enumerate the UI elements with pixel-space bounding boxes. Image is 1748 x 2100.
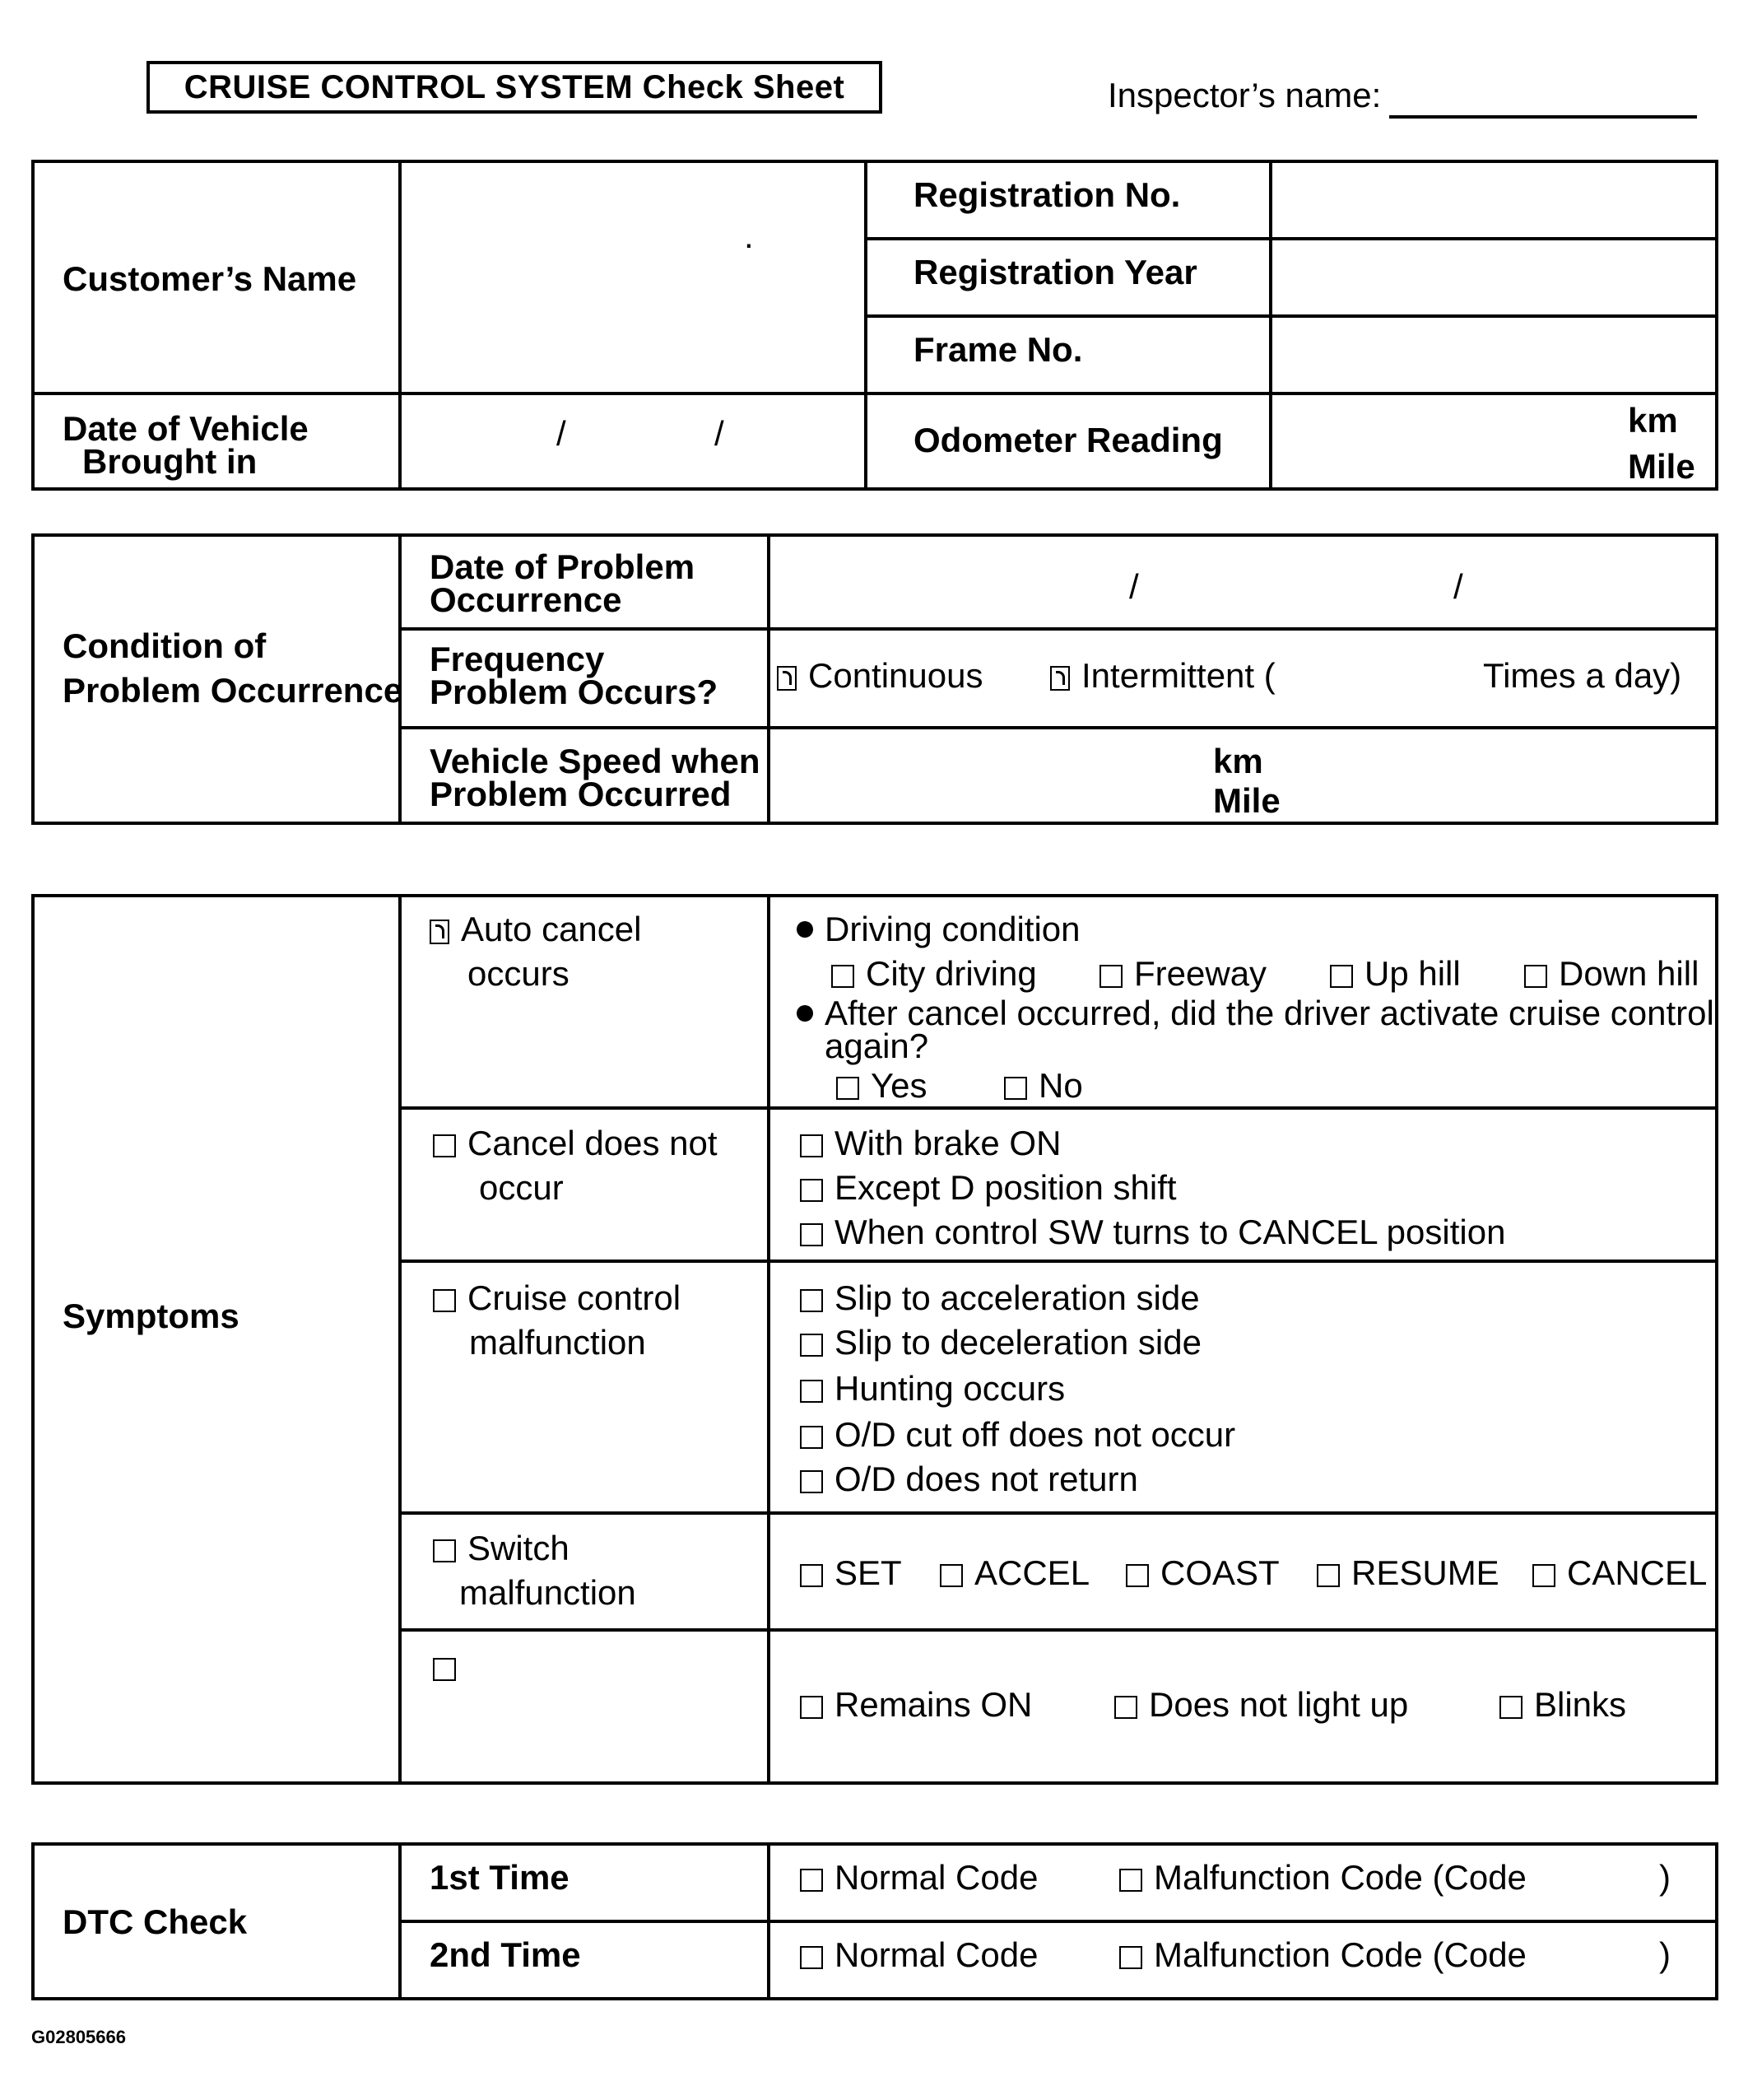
first-normal-code-option[interactable]: Normal Code (800, 1860, 1038, 1895)
date-separator: / (1453, 567, 1463, 606)
second-normal-code-option[interactable]: Normal Code (800, 1938, 1038, 1972)
checkbox-icon[interactable] (800, 1179, 823, 1202)
checkbox-icon[interactable] (1119, 1946, 1142, 1969)
checkbox-icon[interactable] (800, 1426, 823, 1449)
checkbox-icon[interactable] (800, 1470, 823, 1493)
times-a-day-label: Times a day) (1483, 656, 1682, 695)
odometer-unit-mile: Mile (1628, 447, 1695, 486)
city-driving-option[interactable]: City driving (831, 957, 1037, 991)
coast-option[interactable]: COAST (1126, 1556, 1280, 1590)
condition-label-2: Problem Occurrence (63, 671, 403, 710)
checkbox-icon[interactable] (433, 1134, 456, 1157)
cruise-malfunction-option[interactable]: Cruise control (433, 1281, 681, 1315)
slip-accel-option[interactable]: Slip to acceleration side (800, 1281, 1200, 1315)
checkbox-icon[interactable] (433, 1539, 456, 1562)
intermittent-option[interactable]: Intermittent ( (1050, 659, 1276, 693)
except-d-option[interactable]: Except D position shift (800, 1171, 1177, 1205)
checkbox-icon[interactable] (1524, 965, 1547, 988)
close-paren: ) (1659, 1858, 1671, 1897)
checkbox-icon[interactable] (800, 1869, 823, 1892)
checkbox-icon[interactable] (777, 666, 797, 691)
frame-no-label: Frame No. (914, 330, 1083, 369)
frequency-label-1: Frequency (430, 640, 605, 678)
switch-malfunction-label-2: malfunction (459, 1573, 636, 1612)
bullet-icon (797, 921, 813, 938)
checkbox-icon[interactable] (1050, 666, 1070, 691)
checkbox-icon[interactable] (433, 1658, 456, 1681)
yes-option[interactable]: Yes (836, 1069, 927, 1103)
sheet-title: CRUISE CONTROL SYSTEM Check Sheet (146, 61, 882, 114)
date-problem-label-2: Occurrence (430, 580, 622, 619)
after-cancel-question: After cancel occurred, did the driver activate cruise control (797, 996, 1714, 1031)
slip-decel-option[interactable]: Slip to deceleration side (800, 1325, 1202, 1360)
down-hill-option[interactable]: Down hill (1524, 957, 1699, 991)
auto-cancel-label-2: occurs (467, 954, 569, 993)
date-brought-label-1: Date of Vehicle (63, 409, 309, 448)
after-cancel-question-2: again? (825, 1027, 929, 1065)
bullet-icon (797, 1005, 813, 1022)
checkbox-icon[interactable] (800, 1134, 823, 1157)
second-malfunction-code-option[interactable]: Malfunction Code (Code (1119, 1938, 1527, 1972)
dot-mark: . (744, 217, 754, 255)
checkbox-icon[interactable] (1330, 965, 1353, 988)
checkbox-icon[interactable] (1114, 1696, 1137, 1719)
set-option[interactable]: SET (800, 1556, 902, 1590)
speed-unit-mile: Mile (1213, 781, 1281, 820)
checkbox-icon[interactable] (1004, 1077, 1027, 1100)
dtc-check-label: DTC Check (63, 1902, 248, 1941)
cancel-option[interactable]: CANCEL (1532, 1556, 1707, 1590)
auto-cancel-option[interactable]: Auto cancel (430, 912, 641, 947)
with-brake-option[interactable]: With brake ON (800, 1126, 1061, 1161)
figure-code: G02805666 (31, 2027, 126, 2047)
checkbox-icon[interactable] (800, 1334, 823, 1357)
checkbox-icon[interactable] (800, 1696, 823, 1719)
date-separator: / (1129, 567, 1139, 606)
checkbox-icon[interactable] (1119, 1869, 1142, 1892)
second-time-label: 2nd Time (430, 1935, 581, 1974)
first-malfunction-code-option[interactable]: Malfunction Code (Code (1119, 1860, 1527, 1895)
checkbox-icon[interactable] (800, 1223, 823, 1246)
close-paren: ) (1659, 1935, 1671, 1974)
checkbox-icon[interactable] (836, 1077, 859, 1100)
date-brought-label-2: Brought in (82, 442, 258, 481)
indicator-option[interactable] (433, 1650, 467, 1684)
blinks-option[interactable]: Blinks (1499, 1688, 1626, 1722)
checkbox-icon[interactable] (1532, 1564, 1555, 1587)
frequency-label-2: Problem Occurs? (430, 673, 718, 711)
not-light-option[interactable]: Does not light up (1114, 1688, 1408, 1722)
registration-no-label: Registration No. (914, 175, 1181, 214)
remains-on-option[interactable]: Remains ON (800, 1688, 1032, 1722)
checkbox-icon[interactable] (433, 1289, 456, 1312)
registration-year-label: Registration Year (914, 253, 1197, 291)
driving-condition-label: Driving condition (797, 912, 1081, 947)
inspector-name-field[interactable] (1389, 115, 1697, 119)
checkbox-icon[interactable] (800, 1380, 823, 1403)
checkbox-icon[interactable] (1099, 965, 1123, 988)
date-separator: / (556, 414, 566, 453)
speed-unit-km: km (1213, 742, 1263, 780)
checkbox-icon[interactable] (940, 1564, 963, 1587)
continuous-option[interactable]: Continuous (777, 659, 983, 693)
up-hill-option[interactable]: Up hill (1330, 957, 1461, 991)
checkbox-icon[interactable] (1317, 1564, 1340, 1587)
customer-name-label: Customer’s Name (63, 259, 357, 298)
first-time-label: 1st Time (430, 1858, 569, 1897)
no-option[interactable]: No (1004, 1069, 1083, 1103)
date-problem-label-1: Date of Problem (430, 547, 695, 586)
checkbox-icon[interactable] (800, 1289, 823, 1312)
accel-option[interactable]: ACCEL (940, 1556, 1090, 1590)
freeway-option[interactable]: Freeway (1099, 957, 1267, 991)
cancel-not-occur-option[interactable]: Cancel does not (433, 1126, 718, 1161)
odometer-unit-km: km (1628, 401, 1678, 440)
resume-option[interactable]: RESUME (1317, 1556, 1499, 1590)
checkbox-icon[interactable] (430, 920, 449, 944)
od-cutoff-option[interactable]: O/D cut off does not occur (800, 1418, 1235, 1452)
inspector-label: Inspector’s name: (1108, 76, 1382, 114)
cancel-not-occur-label-2: occur (479, 1168, 564, 1207)
checkbox-icon[interactable] (800, 1564, 823, 1587)
when-control-option[interactable]: When control SW turns to CANCEL position (800, 1215, 1505, 1250)
speed-label-1: Vehicle Speed when (430, 742, 760, 780)
checkbox-icon[interactable] (1126, 1564, 1149, 1587)
checkbox-icon[interactable] (831, 965, 854, 988)
cruise-malfunction-label-2: malfunction (469, 1323, 646, 1362)
symptoms-label: Symptoms (63, 1297, 239, 1335)
switch-malfunction-option[interactable]: Switch (433, 1531, 569, 1566)
od-return-option[interactable]: O/D does not return (800, 1462, 1138, 1497)
date-separator: / (714, 414, 724, 453)
checkbox-icon[interactable] (800, 1946, 823, 1969)
hunting-option[interactable]: Hunting occurs (800, 1371, 1065, 1406)
speed-label-2: Problem Occurred (430, 775, 732, 813)
condition-label-1: Condition of (63, 626, 267, 665)
odometer-label: Odometer Reading (914, 421, 1223, 459)
checkbox-icon[interactable] (1499, 1696, 1523, 1719)
